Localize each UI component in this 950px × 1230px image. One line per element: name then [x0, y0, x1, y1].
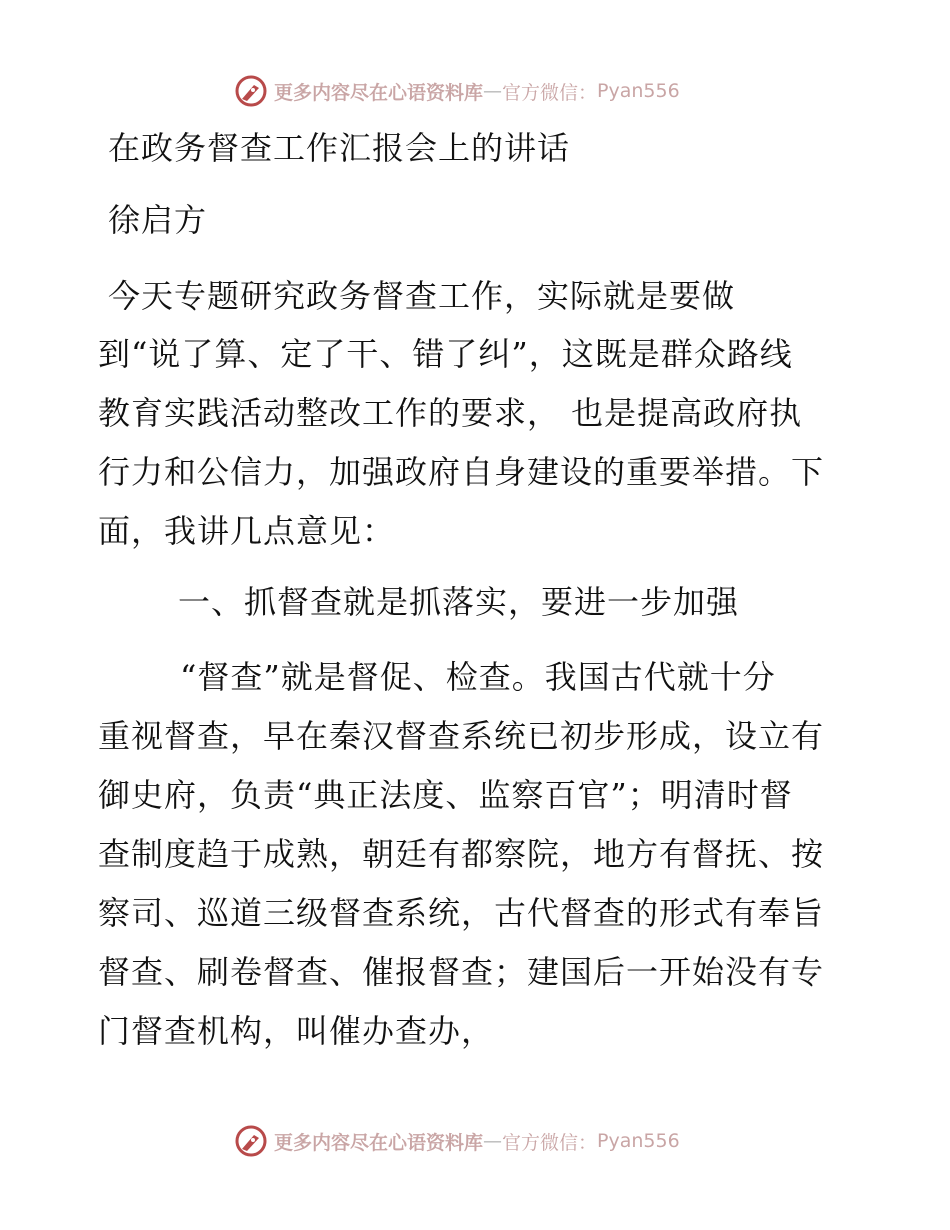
header-watermark	[234, 74, 680, 108]
section-heading: 一、抓督查就是抓落实，要进一步加强	[178, 583, 740, 621]
watermark-text: 更多内容尽在心语资料库	[274, 81, 484, 104]
author-name: 徐启方	[108, 201, 208, 239]
page-title: 在政务督查工作汇报会上的讲话	[108, 129, 571, 167]
pen-nib-logo-icon	[234, 1124, 268, 1158]
watermark-separator: —	[483, 80, 503, 102]
watermark-wechat-id: Pyan556	[597, 1130, 680, 1152]
paragraph-line: 门督查机构，叫催办查办，	[98, 1012, 495, 1050]
pen-nib-logo-icon	[234, 74, 268, 108]
paragraph-line: “督查”就是督促、检查。我国古代就十分	[180, 658, 776, 696]
watermark-wechat-label: 官方微信：	[502, 81, 598, 104]
watermark-wechat-label: 官方微信：	[502, 1131, 598, 1154]
paragraph-line: 察司、巡道三级督查系统，古代督查的形式有奉旨	[98, 894, 825, 932]
watermark-separator: —	[483, 1130, 503, 1152]
paragraph-line: 重视督查，早在秦汉督查系统已初步形成，设立有	[98, 717, 825, 755]
watermark-wechat-id: Pyan556	[597, 80, 680, 102]
paragraph-line: 面，我讲几点意见：	[98, 512, 396, 550]
paragraph-line: 督查、刷卷督查、催报督查；建国后一开始没有专	[98, 953, 825, 991]
paragraph-line: 行力和公信力，加强政府自身建设的重要举措。下	[98, 453, 825, 491]
paragraph-line: 今天专题研究政务督查工作，实际就是要做	[108, 277, 736, 315]
paragraph-line: 到“说了算、定了干、错了纠”，这既是群众路线	[98, 335, 793, 373]
watermark-text: 更多内容尽在心语资料库	[274, 1131, 484, 1154]
footer-watermark	[234, 1124, 680, 1158]
paragraph-line: 御史府，负责“典正法度、监察百官”；明清时督	[98, 776, 793, 814]
paragraph-line: 教育实践活动整改工作的要求， 也是提高政府执	[98, 394, 803, 432]
paragraph-line: 查制度趋于成熟，朝廷有都察院，地方有督抚、按	[98, 835, 825, 873]
